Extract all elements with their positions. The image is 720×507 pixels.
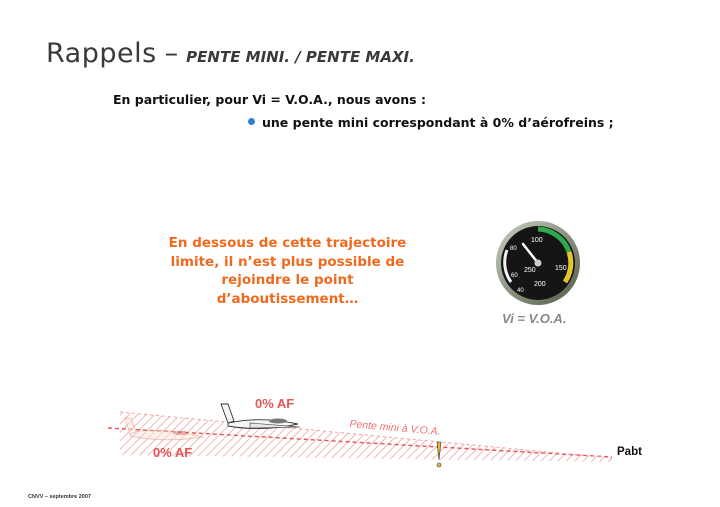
gauge-caption: Vi = V.O.A.: [502, 311, 567, 326]
slope-label: Pente mini à V.O.A.: [348, 418, 442, 438]
gauge-mark: 80: [510, 246, 517, 252]
endpoint-label: Pabt: [617, 446, 642, 458]
title-subtitle: PENTE MINI. / PENTE MAXI.: [186, 48, 415, 66]
gauge-mark: 150: [555, 265, 567, 272]
gauge-mark: 250: [524, 267, 536, 274]
note-line: d’aboutissement…: [216, 290, 359, 307]
footer-text: CNVV – septembre 2007: [28, 494, 91, 500]
gauge-mark: 100: [531, 237, 543, 244]
title-dash: –: [164, 38, 179, 69]
bullet-text: une pente mini correspondant à 0% d’aérofreins ;: [262, 115, 614, 130]
gauge-mark: 40: [517, 288, 524, 294]
glider-bottom-label: 0% AF: [153, 445, 193, 460]
glider-top-label: 0% AF: [255, 396, 295, 411]
title-main: Rappels: [46, 38, 157, 69]
gauge-mark: 200: [534, 281, 546, 288]
note-line: limite, il n’est plus possible de: [170, 253, 405, 270]
intro-text: En particulier, pour Vi = V.O.A., nous avons :: [113, 92, 426, 107]
gauge-mark: 60: [511, 273, 518, 279]
note-line: En dessous de cette trajectoire: [168, 235, 407, 251]
note-line: rejoindre le point: [221, 272, 354, 288]
